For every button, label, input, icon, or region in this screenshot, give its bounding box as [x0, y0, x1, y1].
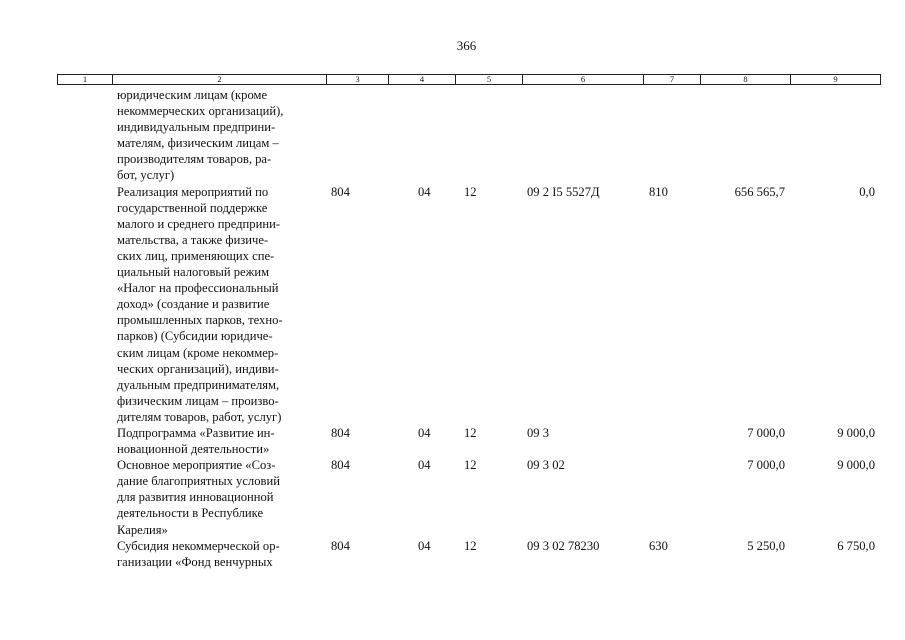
name-line: парков) (Субсидии юридиче- [117, 329, 273, 344]
cell-amount-2: 0,0 [859, 184, 875, 199]
name-line: промышленных парков, техно- [117, 313, 283, 328]
cell-target-article: 09 3 02 78230 [527, 538, 600, 553]
cell-subsection: 12 [464, 458, 477, 473]
table-header [57, 74, 881, 85]
table-row [57, 184, 880, 425]
cell-col-1 [57, 87, 112, 184]
cell-amount-2: 6 750,0 [837, 538, 875, 553]
cell-code: 804 [331, 184, 350, 199]
cell-expense-type: 810 [649, 184, 668, 199]
cell-amount-1: 656 565,7 [734, 184, 785, 199]
cell-target-article: 09 3 [527, 425, 550, 440]
name-line: дителям товаров, работ, услуг) [117, 409, 282, 424]
name-line: физическим лицам – произво- [117, 393, 279, 408]
cell-target-article: 09 3 02 [527, 458, 565, 473]
table-row [57, 457, 880, 537]
name-line: бот, услуг) [117, 168, 175, 183]
cell-section: 04 [418, 538, 431, 553]
header-col-6: 6 [523, 75, 644, 85]
table-row [57, 87, 880, 184]
cell-code [326, 87, 388, 184]
cell-amount-2: 9 000,0 [837, 425, 875, 440]
name-line: циальный налоговый режим [117, 265, 270, 280]
table-row [57, 425, 880, 457]
cell-name [112, 457, 326, 537]
cell-section: 04 [418, 425, 431, 440]
name-line: новационной деятельности» [117, 442, 270, 457]
name-line: ских лиц, применяющих спе- [117, 248, 275, 263]
cell-expense-type [643, 457, 700, 537]
cell-target-article [522, 87, 643, 184]
header-col-3: 3 [327, 75, 389, 85]
name-line: «Налог на профессиональный [117, 281, 279, 296]
cell-name [112, 184, 326, 425]
header-col-5: 5 [456, 75, 523, 85]
cell-col-1 [57, 425, 112, 457]
cell-section: 04 [418, 184, 431, 199]
name-line: дуальным предпринимателям, [117, 377, 280, 392]
name-line: ским лицам (кроме некоммер- [117, 345, 279, 360]
cell-code: 804 [331, 538, 350, 553]
cell-amount-2: 9 000,0 [837, 458, 875, 473]
cell-amount-1: 7 000,0 [747, 458, 785, 473]
name-line: Подпрограмма «Развитие ин- [117, 425, 275, 440]
header-col-7: 7 [644, 75, 701, 85]
name-line: некоммерческих организаций), [117, 104, 284, 119]
name-line: ческих организаций), индиви- [117, 361, 279, 376]
cell-code: 804 [331, 425, 350, 440]
name-line: мательства, а также физиче- [117, 232, 269, 247]
cell-name [112, 538, 326, 570]
cell-subsection [455, 87, 522, 184]
name-line: мателям, физическим лицам – [117, 136, 279, 151]
name-line: Субсидия некоммерческой ор- [117, 538, 280, 553]
cell-section: 04 [418, 458, 431, 473]
cell-amount-1: 7 000,0 [747, 425, 785, 440]
name-line: дание благоприятных условий [117, 474, 280, 489]
name-line: Карелия» [117, 522, 168, 537]
name-line: производителям товаров, ра- [117, 152, 272, 167]
name-line: ганизации «Фонд венчурных [117, 554, 273, 569]
cell-expense-type [643, 425, 700, 457]
cell-subsection: 12 [464, 184, 477, 199]
cell-amount-1: 5 250,0 [747, 538, 785, 553]
cell-target-article: 09 2 I5 5527Д [527, 184, 600, 199]
name-line: для развития инновационной [117, 490, 274, 505]
cell-col-1 [57, 538, 112, 570]
header-col-8: 8 [701, 75, 791, 85]
name-line: юридическим лицам (кроме [117, 88, 268, 102]
name-line: доход» (создание и развитие [117, 297, 270, 312]
cell-name [112, 87, 326, 184]
cell-subsection: 12 [464, 425, 477, 440]
page-number: 366 [456, 38, 477, 53]
cell-expense-type [643, 87, 700, 184]
cell-amount-2 [790, 87, 880, 184]
name-line: государственной поддержке [117, 200, 268, 215]
cell-expense-type: 630 [649, 538, 668, 553]
header-col-2: 2 [113, 75, 327, 85]
cell-subsection: 12 [464, 538, 477, 553]
cell-name [112, 425, 326, 457]
name-line: малого и среднего предприни- [117, 216, 281, 231]
table-row [57, 538, 880, 570]
budget-table [57, 87, 880, 570]
cell-col-1 [57, 457, 112, 537]
cell-code: 804 [331, 458, 350, 473]
cell-section [388, 87, 455, 184]
name-line: Основное мероприятие «Соз- [117, 458, 276, 473]
name-line: Реализация мероприятий по [117, 184, 269, 199]
cell-col-1 [57, 184, 112, 425]
name-line: деятельности в Республике [117, 506, 264, 521]
cell-amount-1 [700, 87, 790, 184]
header-col-9: 9 [791, 75, 881, 85]
name-line: индивидуальным предприни- [117, 120, 276, 135]
header-col-1: 1 [58, 75, 113, 85]
header-col-4: 4 [389, 75, 456, 85]
